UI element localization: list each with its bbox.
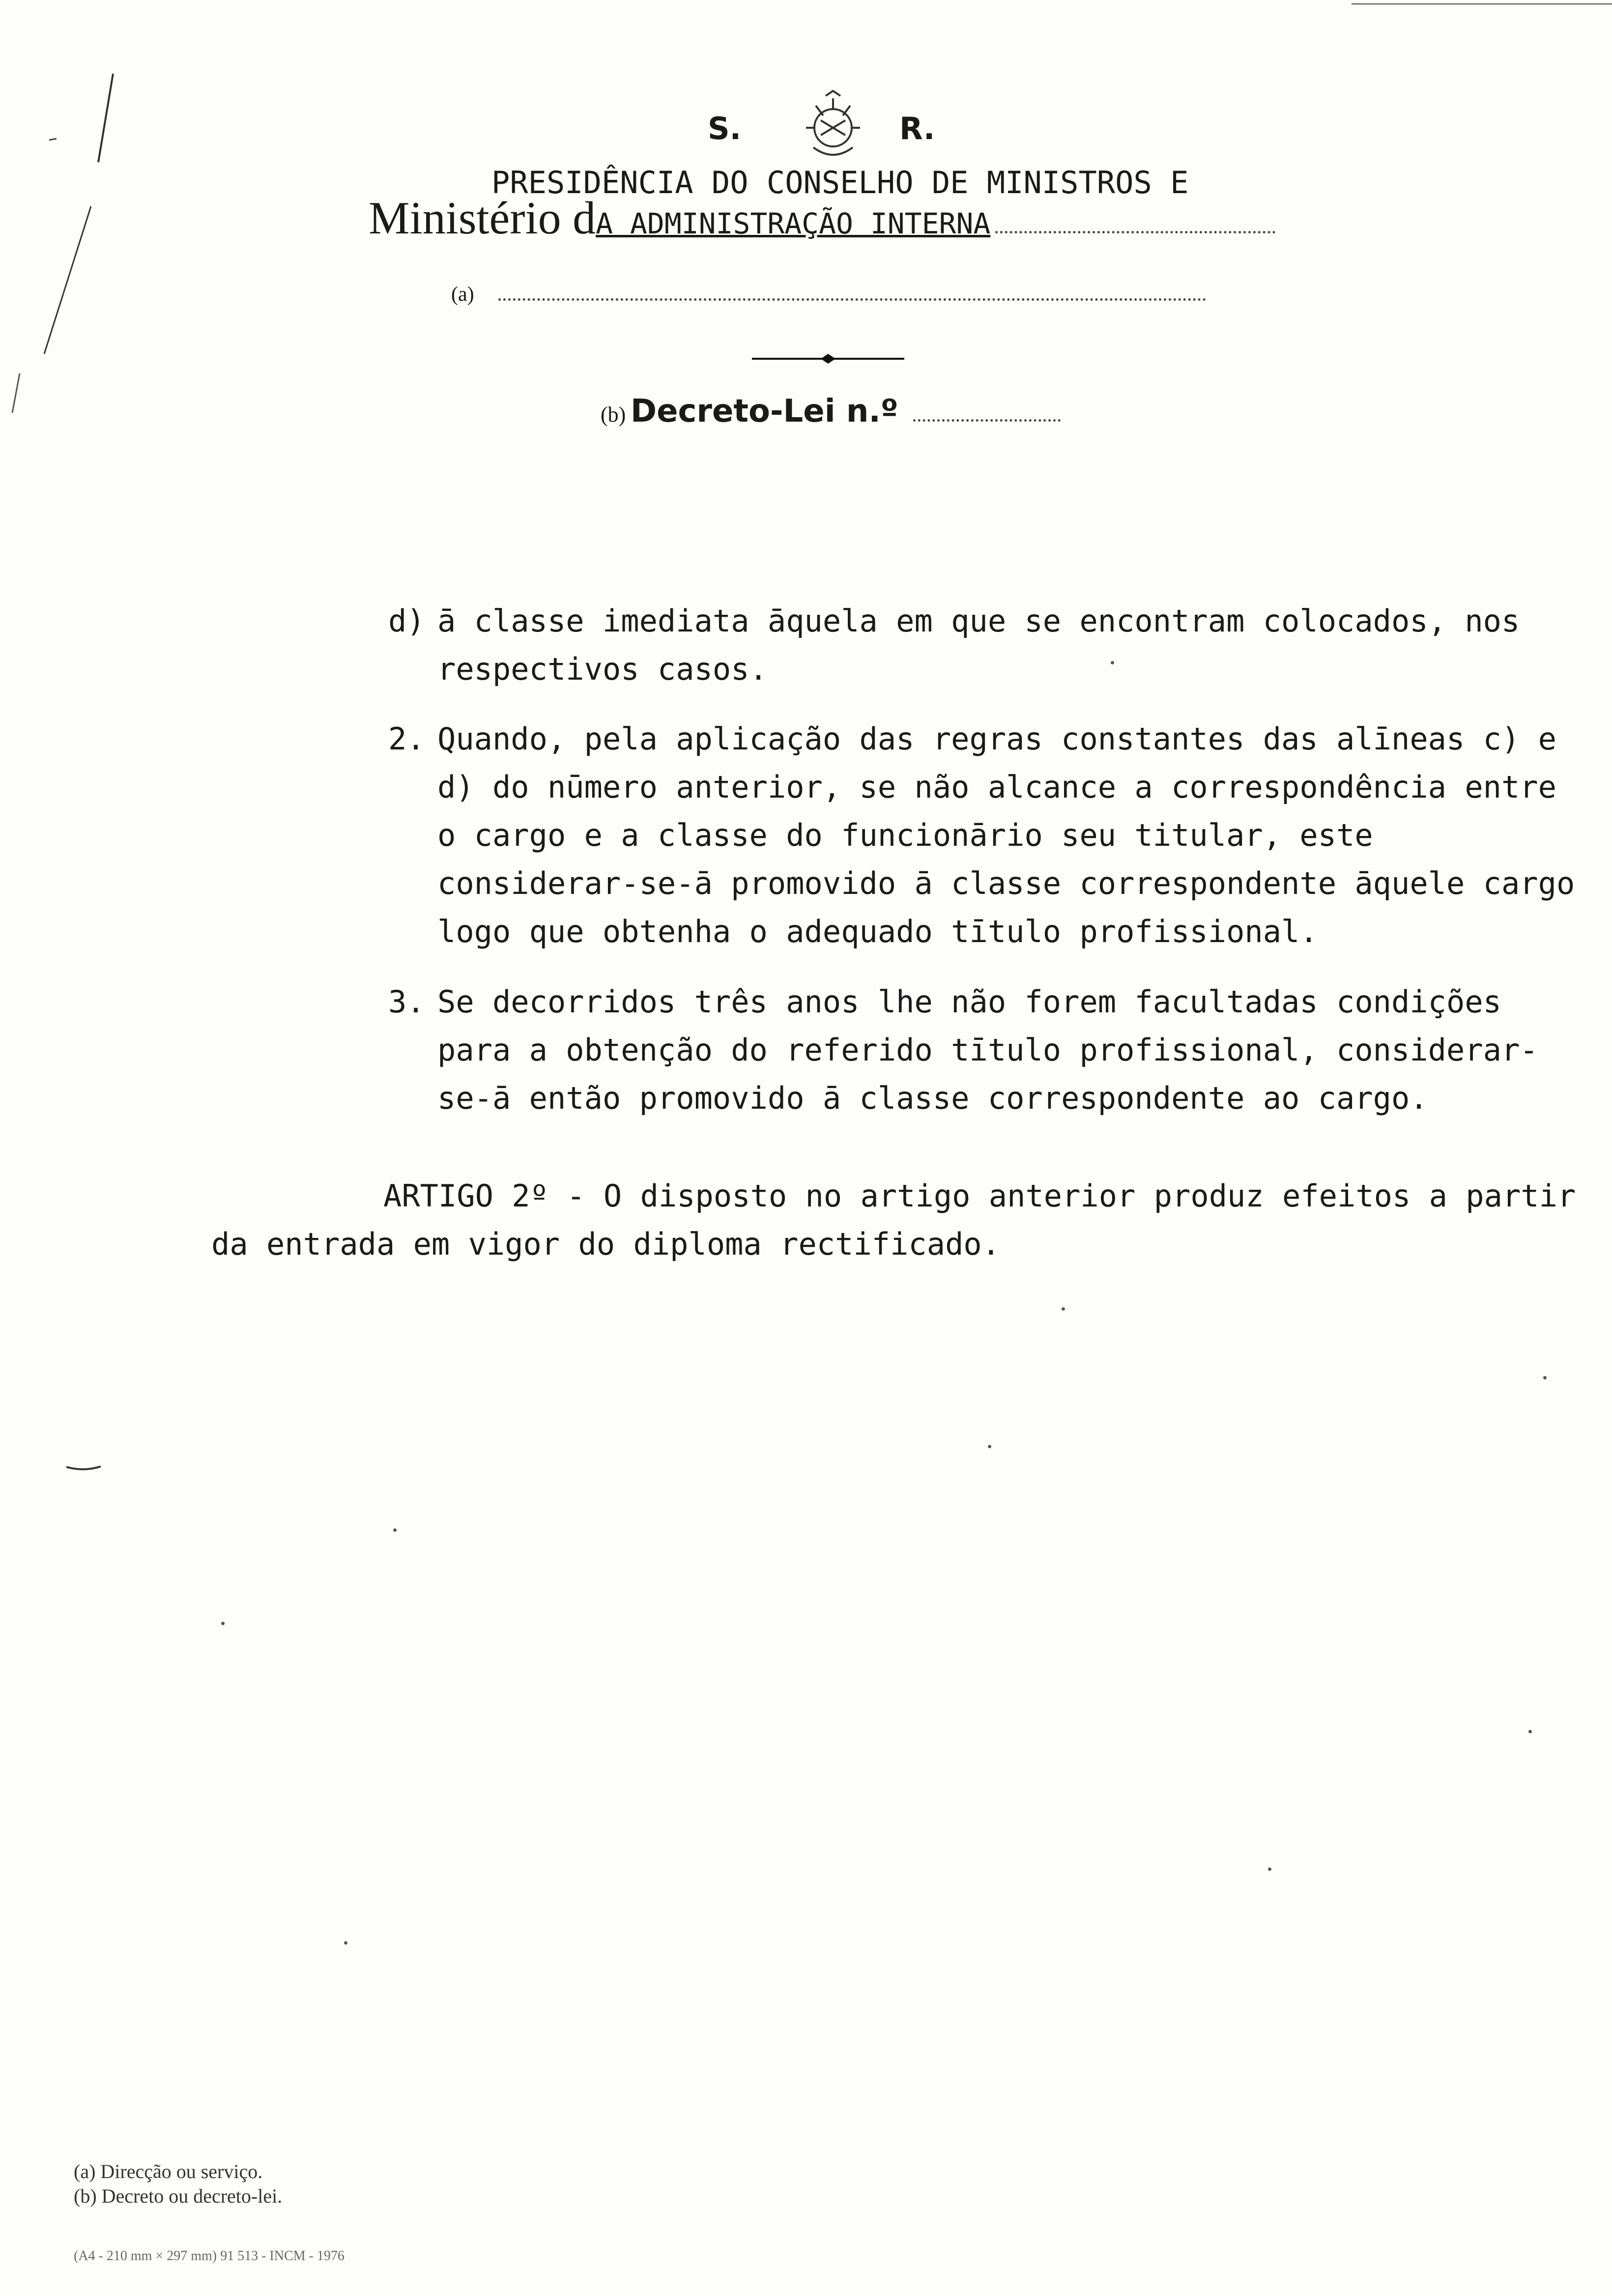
footnote-a: (a) Direcção ou serviço. <box>74 2160 263 2182</box>
service-fill-line <box>498 298 1206 301</box>
item-d <box>388 597 1587 693</box>
artigo-2: ARTIGO 2º - O disposto no artigo anterior produz efeitos a partir da entrada em vigor do diploma rectificado. <box>211 1178 1576 1262</box>
item-d-text: ā classe imediata āquela em que se encontram colocados, nos respectivos casos. <box>437 603 1520 687</box>
item-2 <box>388 715 1587 956</box>
decree-fill-line <box>913 419 1061 422</box>
margin-mark-2 <box>64 1460 103 1474</box>
service-line <box>451 283 1206 306</box>
sr-right: R. <box>899 111 935 146</box>
margin-marks <box>0 0 128 442</box>
ministry-fill-line <box>995 230 1275 233</box>
footnote-b: (b) Decreto ou decreto-lei. <box>74 2185 283 2207</box>
presidencia-line: PRESIDÊNCIA DO CONSELHO DE MINISTROS E <box>491 165 1189 201</box>
decree-line <box>601 393 1061 430</box>
ministry-line <box>369 192 1275 245</box>
item-2-number: 2. <box>388 721 425 757</box>
top-edge-line <box>1352 0 1612 10</box>
item-3-number: 3. <box>388 984 425 1020</box>
service-label: (a) <box>451 283 474 306</box>
coat-of-arms-icon <box>786 88 880 169</box>
divider-ornament <box>752 351 904 366</box>
print-code: (A4 - 210 mm × 297 mm) 91 513 - INCM - 1976 <box>74 2248 345 2264</box>
decree-b-label: (b) <box>601 402 626 427</box>
item-3-text: Se decorridos três anos lhe não forem facultadas condições para a obtenção do referido tītulo profissional, considerar-se-ā então promovido ā classe correspondente ao cargo. <box>437 984 1538 1116</box>
item-3 <box>388 978 1587 1122</box>
sr-left: S. <box>708 111 742 146</box>
item-2-text: Quando, pela aplicação das regras constantes das alīneas c) e d) do nūmero anterior, se não alcance a correspondência entre o cargo e a classe do funcionārio seu titular, este considerar-se-ā promovido ā classe correspondente āquele cargo logo que obtenha o adequado tītulo profissional. <box>437 721 1575 949</box>
ministry-name: A ADMINISTRAÇÃO INTERNA <box>596 207 991 240</box>
ministry-label: Ministério d <box>369 193 596 244</box>
item-d-label: d) <box>388 603 425 639</box>
decree-label: Decreto-Lei n.º <box>630 393 898 430</box>
